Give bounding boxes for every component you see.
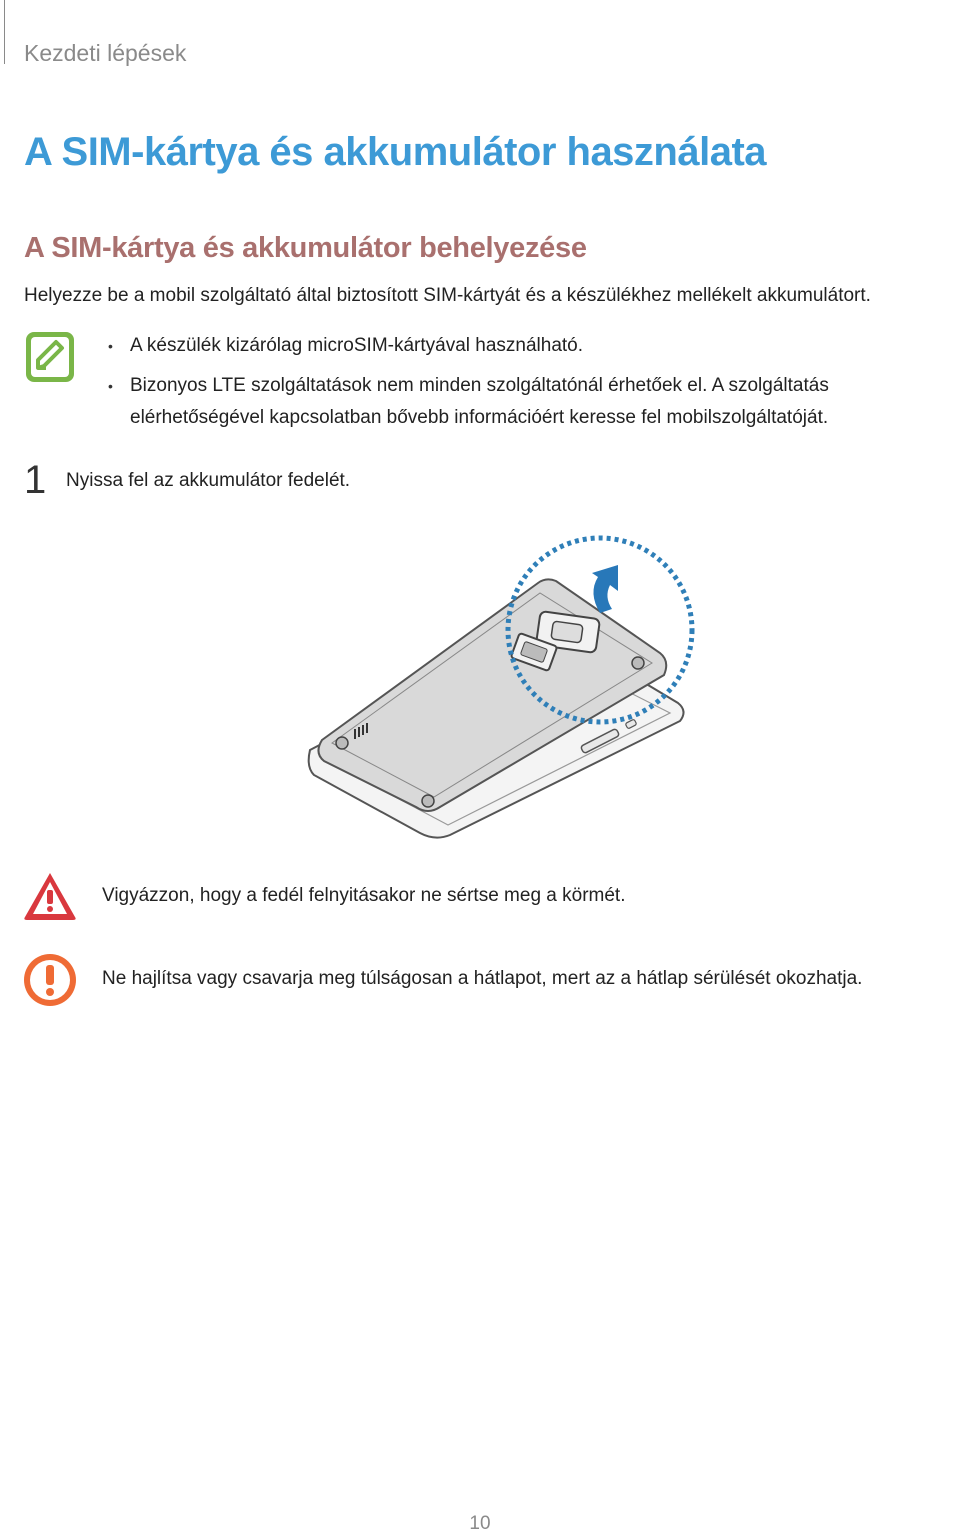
note-text: A készülék kizárólag microSIM-kártyával használható. xyxy=(130,335,584,356)
note-item xyxy=(108,330,938,362)
page-number: 10 xyxy=(469,1513,491,1534)
section-subtitle: A SIM-kártya és akkumulátor behelyezése xyxy=(24,232,587,264)
note-list xyxy=(108,330,938,442)
back-cover-illustration xyxy=(300,535,700,845)
note-item xyxy=(108,370,938,434)
step-number: 1 xyxy=(24,458,47,502)
warning-text: Vigyázzon, hogy a fedél felnyitásakor ne sértse meg a körmét. xyxy=(102,885,626,906)
bullet-icon: • xyxy=(108,338,113,354)
bullet-icon: • xyxy=(108,378,113,394)
margin-line xyxy=(4,0,5,64)
caution-icon xyxy=(22,952,78,1008)
step-text: Nyissa fel az akkumulátor fedelét. xyxy=(66,470,351,491)
intro-paragraph: Helyezze be a mobil szolgáltató által biztosított SIM-kártyát és a készülékhez mellékelt akkumulátort. xyxy=(24,285,871,306)
note-icon xyxy=(24,330,76,384)
warning-icon xyxy=(22,870,78,922)
note-text: Bizonyos LTE szolgáltatások nem minden szolgáltatónál érhetőek el. A szolgáltatás elérhetőségével kapcsolatban bővebb információért keresse fel mobilszolgáltatóját. xyxy=(130,375,829,428)
page-title: A SIM-kártya és akkumulátor használata xyxy=(24,130,767,174)
section-label: Kezdeti lépések xyxy=(24,40,187,66)
caution-text: Ne hajlítsa vagy csavarja meg túlságosan a hátlapot, mert az a hátlap sérülését okozhatja. xyxy=(102,968,863,989)
back-cover xyxy=(318,579,666,811)
lift-arrow-icon xyxy=(592,565,618,613)
